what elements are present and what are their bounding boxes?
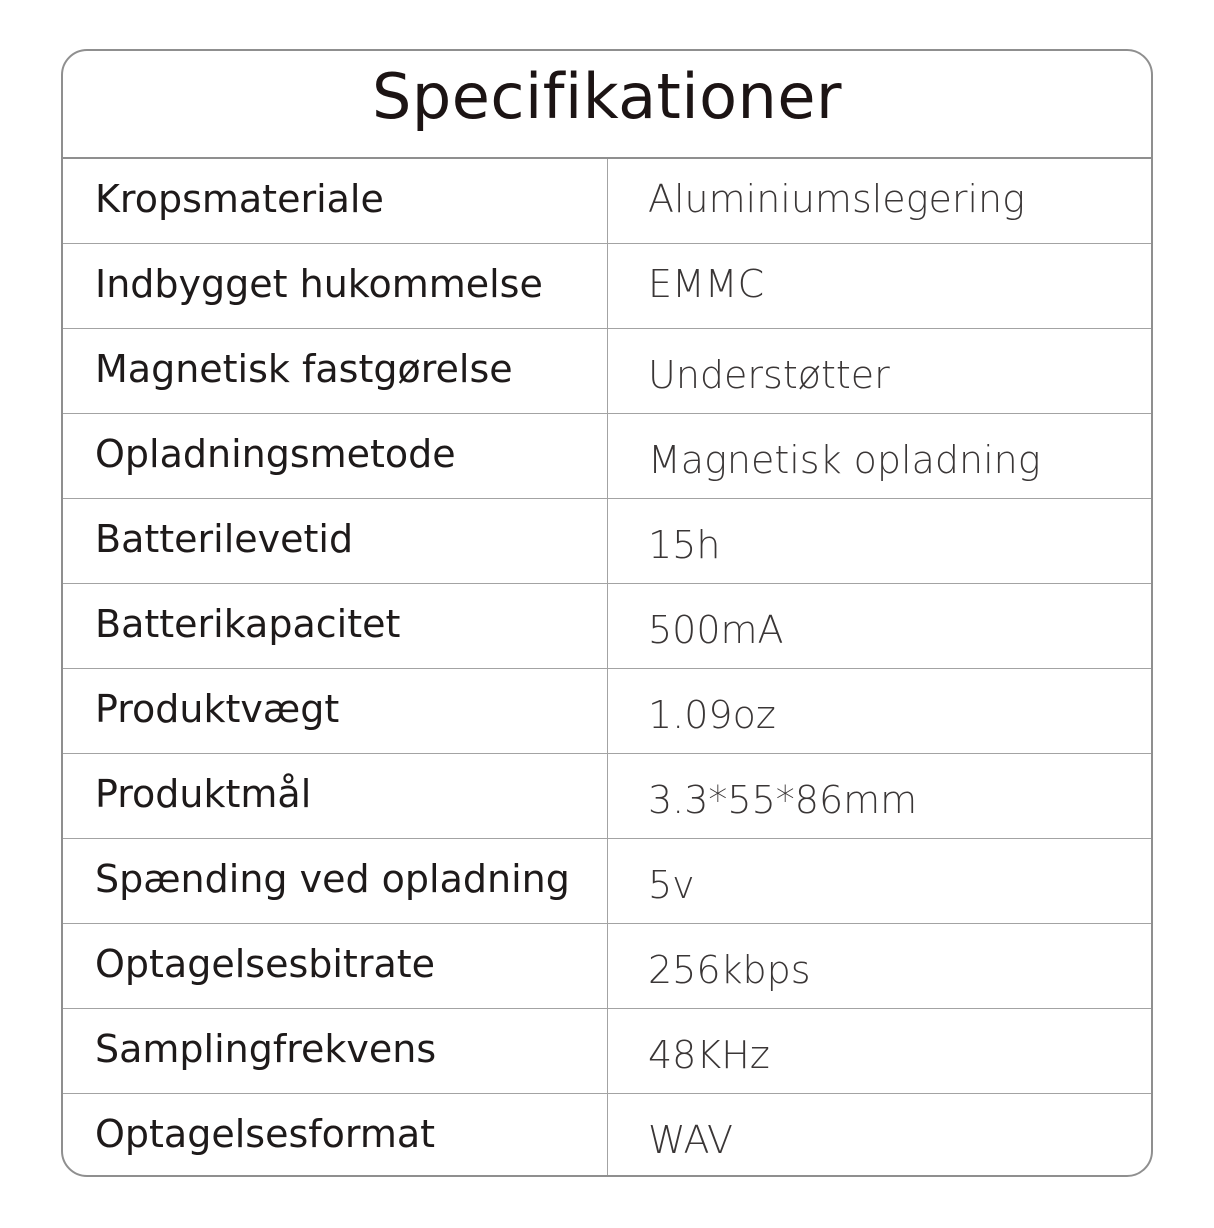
spec-value-text: Magnetisk opladning [648, 438, 1041, 482]
spec-label [63, 159, 608, 243]
table-row [63, 839, 1151, 924]
title-area [63, 51, 1151, 159]
spec-label-text: Samplingfrekvens [95, 1027, 437, 1071]
spec-value [608, 839, 1151, 923]
page-title: Specifikationer [372, 60, 842, 133]
spec-label [63, 669, 608, 753]
spec-value [608, 414, 1151, 498]
spec-value-text: 256kbps [648, 948, 811, 992]
spec-value [608, 669, 1151, 753]
spec-label [63, 754, 608, 838]
spec-value-text: 3.3*55*86mm [648, 778, 918, 822]
spec-value [608, 329, 1151, 413]
table-row [63, 669, 1151, 754]
spec-value-text: 1.09oz [648, 693, 776, 737]
table-row [63, 924, 1151, 1009]
table-row [63, 499, 1151, 584]
spec-label-text: Indbygget hukommelse [95, 262, 543, 306]
spec-value-text: Aluminiumslegering [648, 177, 1025, 221]
spec-value-text: 15h [648, 523, 721, 567]
spec-label-text: Produktvægt [95, 687, 340, 731]
spec-label-text: Spænding ved opladning [95, 857, 570, 901]
table-row [63, 1094, 1151, 1177]
table-row [63, 1009, 1151, 1094]
spec-value-text: Understøtter [648, 353, 890, 397]
table-row [63, 414, 1151, 499]
table-row [63, 329, 1151, 414]
spec-value [608, 1094, 1151, 1177]
spec-label [63, 244, 608, 328]
table-row [63, 754, 1151, 839]
spec-label [63, 329, 608, 413]
spec-table [63, 159, 1151, 1177]
spec-label-text: Produktmål [95, 772, 312, 816]
table-row [63, 244, 1151, 329]
table-row [63, 584, 1151, 669]
spec-value-text: 5v [648, 863, 695, 907]
spec-label-text: Optagelsesformat [95, 1112, 436, 1156]
spec-value [608, 754, 1151, 838]
spec-label [63, 924, 608, 1008]
spec-label [63, 499, 608, 583]
spec-label-text: Opladningsmetode [95, 432, 456, 476]
spec-value-text: 48KHz [648, 1033, 770, 1077]
spec-label [63, 414, 608, 498]
table-row [63, 159, 1151, 244]
spec-value [608, 584, 1151, 668]
spec-label [63, 839, 608, 923]
spec-label [63, 1094, 608, 1177]
spec-value [608, 159, 1151, 243]
spec-label-text: Batterilevetid [95, 517, 354, 561]
spec-value [608, 499, 1151, 583]
spec-value-text: 500mA [648, 608, 784, 652]
spec-label [63, 584, 608, 668]
spec-label-text: Magnetisk fastgørelse [95, 347, 513, 391]
spec-value-text: EMMC [648, 262, 765, 306]
spec-value [608, 924, 1151, 1008]
spec-label [63, 1009, 608, 1093]
spec-value-text: WAV [648, 1118, 734, 1162]
spec-label-text: Optagelsesbitrate [95, 942, 436, 986]
spec-value [608, 1009, 1151, 1093]
spec-card [61, 49, 1153, 1177]
spec-label-text: Batterikapacitet [95, 602, 401, 646]
spec-label-text: Kropsmateriale [95, 177, 384, 221]
spec-value [608, 244, 1151, 328]
